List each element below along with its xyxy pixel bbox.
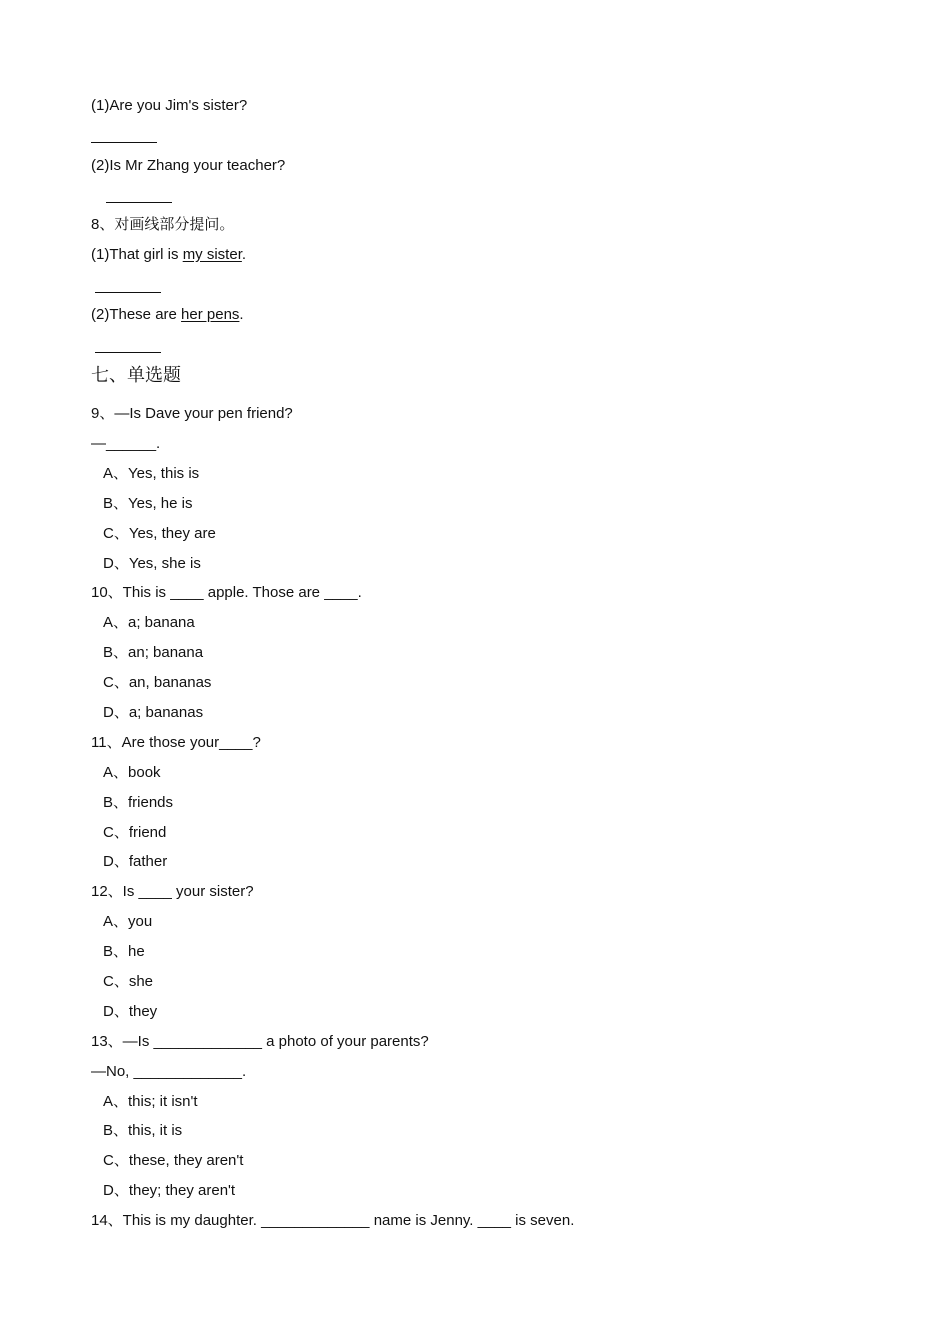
q9-option-c[interactable]: C、Yes, they are: [103, 525, 216, 542]
q8-2-prefix: (2)These are: [91, 306, 182, 323]
q13-stem: 13、—Is _____________ a photo of your parents?: [91, 1033, 429, 1050]
q13-option-c[interactable]: C、these, they aren't: [103, 1152, 244, 1169]
q12-option-d[interactable]: D、they: [103, 1003, 158, 1020]
q8-2-suffix: .: [239, 306, 244, 323]
q7-2-answer-blank[interactable]: [106, 202, 172, 203]
q10-stem: 10、This is ____ apple. Those are ____.: [91, 584, 362, 601]
q12-option-c[interactable]: C、she: [103, 973, 154, 990]
q9-option-b[interactable]: B、Yes, he is: [103, 495, 193, 512]
q11-option-a[interactable]: A、book: [103, 764, 161, 781]
q8-2-text: [91, 306, 244, 324]
q9-option-d[interactable]: D、Yes, she is: [103, 555, 201, 572]
q9-stem: 9、—Is Dave your pen friend?: [91, 405, 293, 422]
q8-1-suffix: .: [241, 246, 247, 263]
q13-option-a[interactable]: A、this; it isn't: [103, 1093, 198, 1110]
q8-2-underlined: her pens: [181, 306, 240, 323]
q13-option-d[interactable]: D、they; they aren't: [103, 1182, 236, 1199]
q13-option-b[interactable]: B、this, it is: [103, 1122, 183, 1139]
section-7-heading: 七、单选题: [91, 365, 181, 385]
q14-stem: 14、This is my daughter. _____________ name is Jenny. ____ is seven.: [91, 1212, 575, 1229]
q7-1-answer-blank[interactable]: [91, 142, 157, 143]
q11-option-b[interactable]: B、friends: [103, 794, 174, 811]
q10-option-d[interactable]: D、a; bananas: [103, 704, 204, 721]
q13-stem-2: —No, _____________.: [91, 1063, 247, 1080]
q11-option-c[interactable]: C、friend: [103, 824, 167, 841]
q11-stem: 11、Are those your____?: [91, 734, 261, 751]
q7-2-text: (2)Is Mr Zhang your teacher?: [91, 157, 286, 174]
q10-option-b[interactable]: B、an; banana: [103, 644, 204, 661]
q12-option-b[interactable]: B、he: [103, 943, 145, 960]
q10-option-c[interactable]: C、an, bananas: [103, 674, 212, 691]
q8-1-underlined: my sister: [182, 246, 242, 263]
q9-stem-2: —______.: [91, 435, 161, 452]
q8-1-text: [91, 246, 246, 264]
q9-option-a[interactable]: A、Yes, this is: [103, 465, 200, 482]
q12-option-a[interactable]: A、you: [103, 913, 153, 930]
q8-2-answer-blank[interactable]: [95, 352, 161, 353]
q7-1-text: (1)Are you Jim's sister?: [91, 97, 248, 114]
q12-stem: 12、Is ____ your sister?: [91, 883, 254, 900]
q11-option-d[interactable]: D、father: [103, 853, 168, 870]
q10-option-a[interactable]: A、a; banana: [103, 614, 195, 631]
q8-1-prefix: (1)That girl is: [91, 246, 183, 263]
q8-title: 8、对画线部分提问。: [91, 216, 235, 233]
q8-1-answer-blank[interactable]: [95, 292, 161, 293]
